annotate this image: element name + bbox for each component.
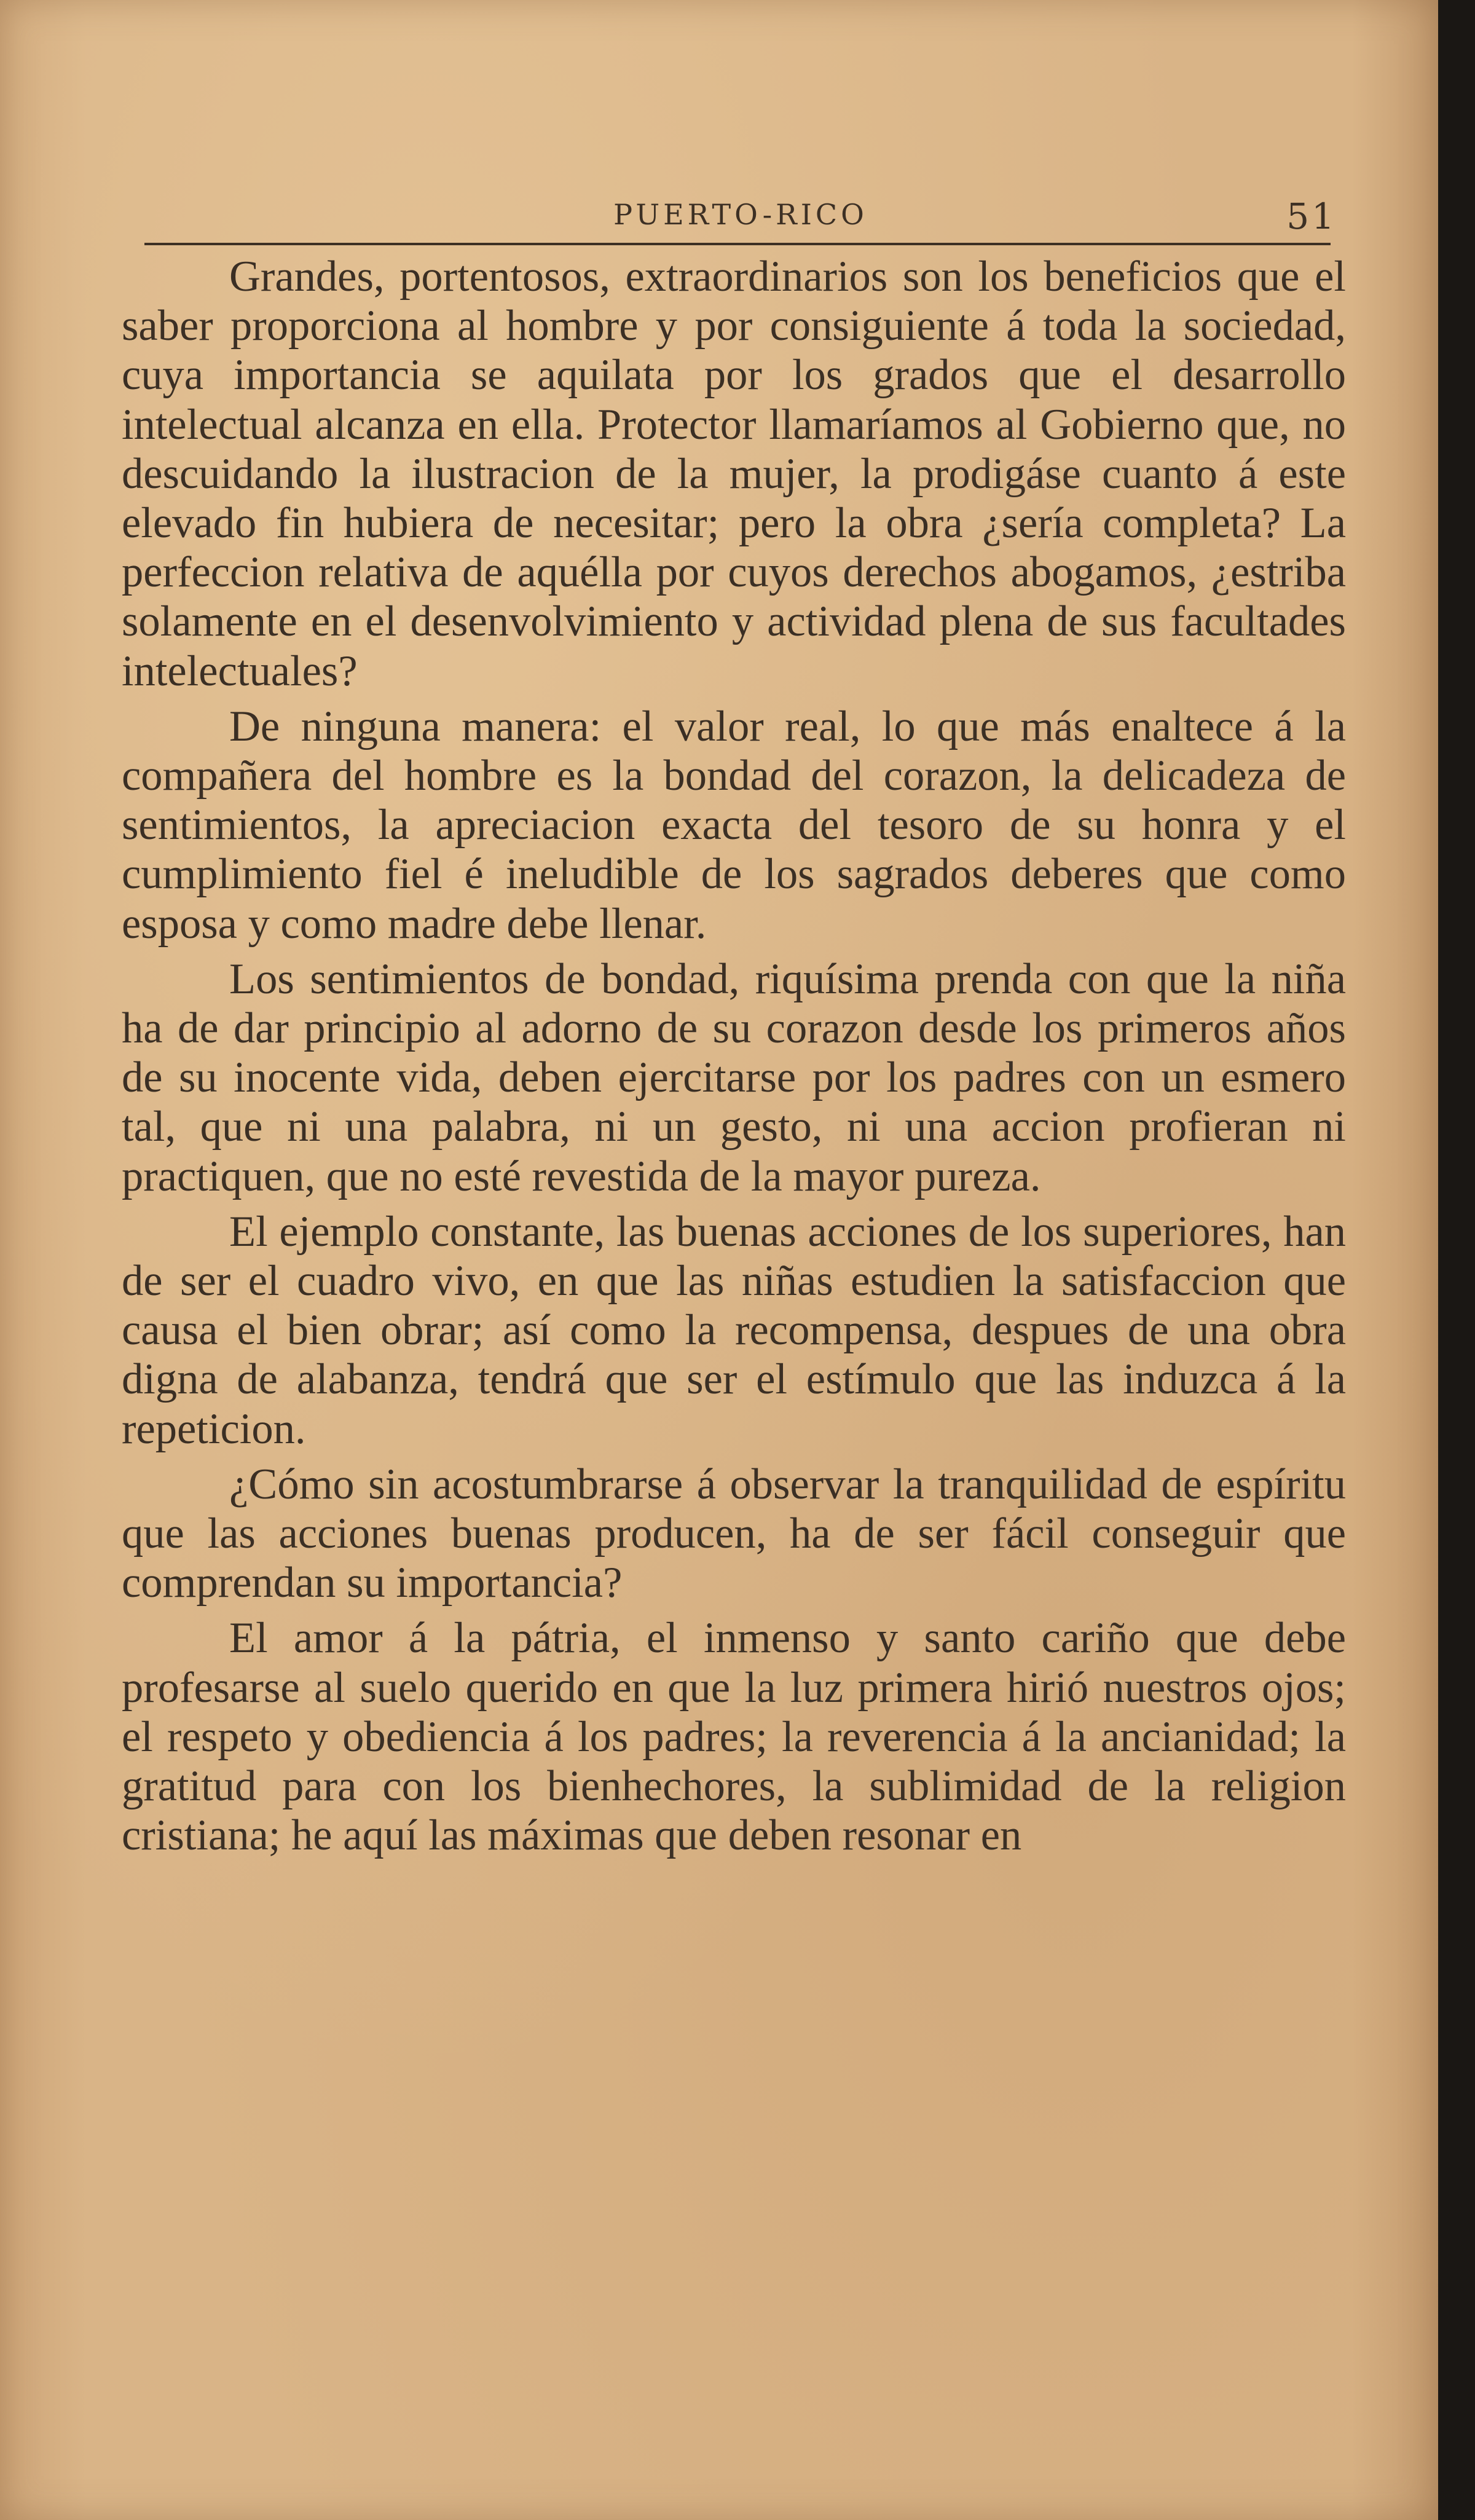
paragraph: ¿Cómo sin acostumbrarse á observar la tranquilidad de espíritu que las acciones buenas producen, ha de ser fácil conseguir que comprendan su importancia? <box>122 1460 1346 1607</box>
header-rule <box>144 243 1331 245</box>
body-text <box>122 252 1346 1860</box>
paragraph: Los sentimientos de bondad, riquísima prenda con que la niña ha de dar principio al adorno de su corazon desde los primeros años de su inocente vida, deben ejercitarse por los padres con un esmero tal, que ni una palabra, ni un gesto, ni una accion profieran ni practiquen, que no esté revestida de la mayor pureza. <box>122 955 1346 1200</box>
page-edge-shadow <box>1438 0 1475 2520</box>
page-number: 51 <box>1286 195 1337 237</box>
running-title: PUERTO-RICO <box>613 198 868 231</box>
paragraph: De ninguna manera: el valor real, lo que más enaltece á la compañera del hombre es la bondad del corazon, la delicadeza de sentimientos, la apreciacion exacta del tesoro de su honra y el cumplimiento fiel é ineludible de los sagrados deberes que como esposa y como madre debe llenar. <box>122 702 1346 948</box>
paragraph: El ejemplo constante, las buenas acciones de los superiores, han de ser el cuadro vivo, en que las niñas estudien la satisfaccion que causa el bien obrar; así como la recompensa, despues de una obra digna de alabanza, tendrá que ser el estímulo que las induzca á la repeticion. <box>122 1207 1346 1453</box>
running-head <box>144 195 1337 241</box>
paragraph: Grandes, portentosos, extraordinarios son los beneficios que el saber proporciona al hombre y por consiguiente á toda la sociedad, cuya importancia se aquilata por los grados que el desarrollo intelectual alcanza en ella. Protector llamaríamos al Gobierno que, no descuidando la ilustracion de la mujer, la prodigáse cuanto á este elevado fin hubiera de necesitar; pero la obra ¿sería completa? La perfeccion relativa de aquélla por cuyos derechos abogamos, ¿estriba solamente en el desenvolvimiento y actividad plena de sus facultades intelectuales? <box>122 253 1346 695</box>
paragraph: El amor á la pátria, el inmenso y santo cariño que debe profesarse al suelo querido en que la luz primera hirió nuestros ojos; el respeto y obediencia á los padres; la reverencia á la ancianidad; la gratitud para con los bienhechores, la sublimidad de la religion cristiana; he aquí las máximas que deben resonar en <box>122 1614 1346 1860</box>
